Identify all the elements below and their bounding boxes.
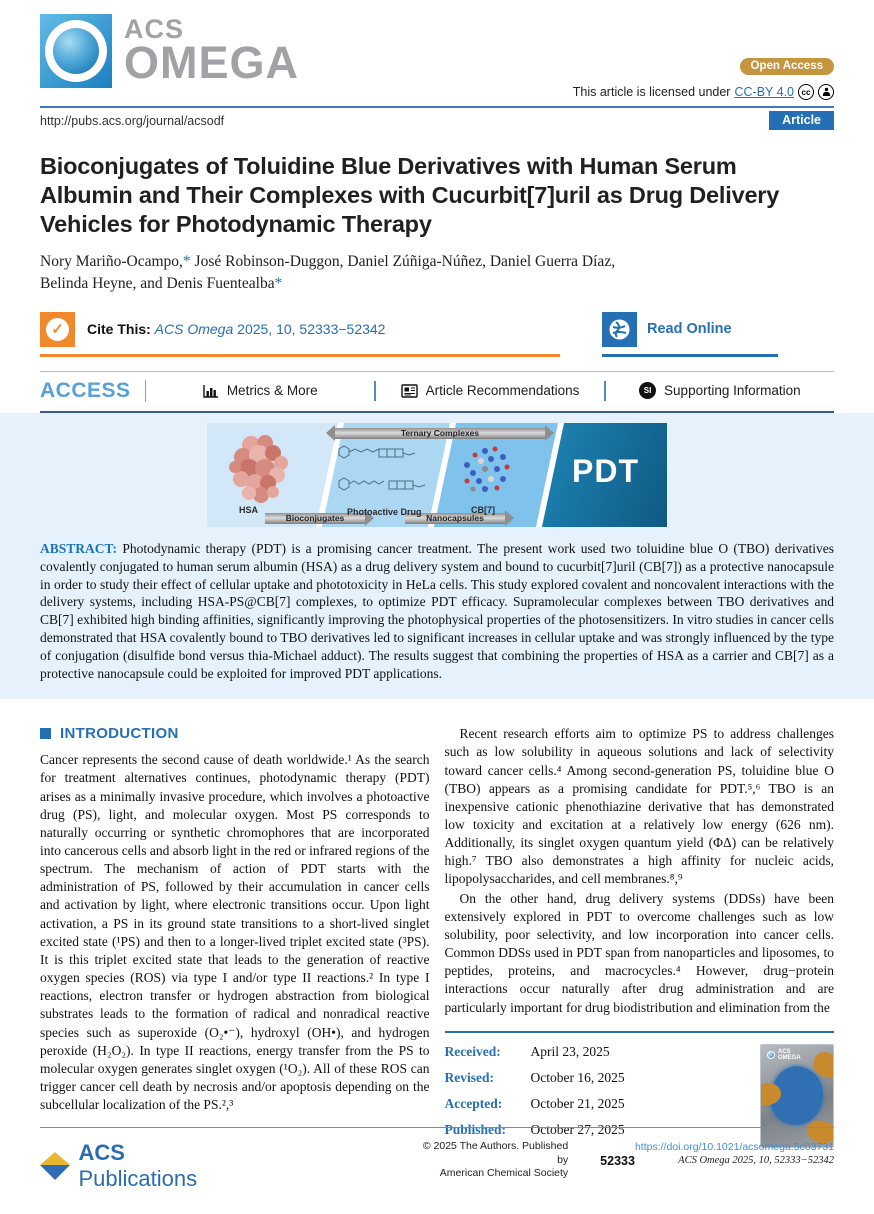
author-group-2: José Robinson-Duggon, Daniel Zúñiga-Núñez, Daniel Guerra Díaz, <box>190 252 616 270</box>
acs-publications-logo <box>40 1140 247 1192</box>
acs-diamond-icon <box>40 1151 69 1181</box>
attribution-person-icon <box>818 84 834 100</box>
cc-icon: cc <box>798 84 814 100</box>
published-label: Published: <box>444 1122 507 1138</box>
intro-left-column <box>40 725 430 1148</box>
acs-omega-logo <box>40 14 299 88</box>
article-type-badge: Article <box>769 111 834 130</box>
cite-this-label: Cite This: <box>87 321 151 338</box>
intro-paragraph-2: Recent research efforts aim to optimize PS to address challenges such as low solubility in aqueous solutions and lack of selectivity toward cancer cells.⁴ Among second-generation PS, toluidine blue O (TBO) appears as a promising candidate for PDT.⁵,⁶ TBO is an inexpensive cationic phenothiazine derivative that has demonstrated low toxicity and excitation at a relatively low energy (626 nm). Additionally, its singlet oxygen quantum yield (ΦΔ) can be relatively high.⁷ TBO also demonstrates a high affinity for nucleic acids, lipopolysaccharides, and cell membranes.⁸,⁹ <box>444 726 834 887</box>
page-footer <box>40 1127 834 1192</box>
si-icon: SI <box>639 382 656 399</box>
globe-icon <box>602 312 637 347</box>
license-prefix: This article is licensed under <box>572 85 731 99</box>
author-list <box>40 251 834 296</box>
publisher-name-rest: Publications <box>78 1166 198 1191</box>
metrics-label: Metrics & More <box>226 383 318 399</box>
article-recommendations-icon <box>401 384 418 398</box>
bioconjugates-arrow: Bioconjugates <box>265 513 365 524</box>
cover-logo-icon <box>767 1051 775 1059</box>
cb7-label: CB[7] <box>471 504 495 515</box>
cb7-molecule-graphic <box>455 441 517 497</box>
accepted-label: Accepted: <box>444 1096 503 1112</box>
abstract-paragraph <box>40 540 834 684</box>
pdt-label: PDT <box>572 452 639 489</box>
revised-label: Revised: <box>444 1069 494 1085</box>
published-date: October 27, 2025 <box>530 1122 625 1138</box>
intro-paragraph-3: On the other hand, drug delivery systems (DDSs) have been extensively explored in PDT to overcome challenges such as low solubility, poor selectivity, and low incorporation into cancer cells. Common DDSs used in PDT span from nanoparticles and liposomes, to peptides, proteins, and macrocycles.⁴ However, drug−protein interactions occur naturally after drug administration and are particularly important for drug biodistribution and elimination from the <box>444 890 834 1015</box>
acs-omega-logo-icon <box>40 14 112 88</box>
section-square-icon <box>40 728 51 739</box>
intro-paragraph-1: Cancer represents the second cause of death worldwide.¹ As the search for treatment alternatives continues, photodynamic therapy (PDT) arises as a minimally invasive procedure, which involves a photoactive drug (PS), light, and molecular oxygen. Most PS corresponds to naturally occurring or synthetic chromophores that are incorporated into cancerous cells and absorb light in the red or infrared regions of the spectrum. The mechanism of action of PDT starts with the administration of PS, followed by their accumulation in cancer cells and activation by light, where electronic transitions occur. Upon light activation, a PS in its ground state transitions to a short-lived singlet excited state (¹PS) and then to a longer-lived triplet excited state (³PS). It is this triplet excited state that leads to the generation of reactive oxygen species (ROS) via type I and/or type II reactions.² In type I reactions, electron transfer or hydrogen abstraction from biological substrates leads to the formation of radical and nonradical reactive species such as superoxide (O₂•⁻), hydroxyl (OH•), and hydrogen peroxide (H₂O₂). In type II reactions, energy transfer from the PS to molecular oxygen generates singlet oxygen (¹O₂). All of these ROS can trigger cancer cell death by necrosis and/or apoptosis depending on the subcellular localization of the PS.²,³ <box>40 752 430 1113</box>
logo-omega-text: OMEGA <box>124 37 300 89</box>
abstract-label: ABSTRACT: <box>40 540 118 556</box>
ternary-complexes-arrow: Ternary Complexes <box>335 428 545 439</box>
cite-this-button[interactable] <box>40 312 560 357</box>
graphical-abstract <box>207 423 667 527</box>
introduction-heading: INTRODUCTION <box>60 725 179 743</box>
abstract-text: Photodynamic therapy (PDT) is a promising cancer treatment. The present work used two toluidine blue O (TBO) derivatives covalently conjugated to human serum albumin (HSA) as a drug delivery system and bound to cucurbit[7]uril (CB[7]) as a protective nanocapsule in order to study their effect of cellular uptake and phototoxicity in HeLa cells. This study explored covalent and noncovalent interactions with the delivery systems, including HSA-PS@CB[7] complexes, to optimize PDT efficacy. Supramolecular complexes between TBO derivatives and CB[7] exhibited high binding affinities, significantly improving the photophysical properties of the photosensitizers. In vitro studies in cancer cells demonstrated that HSA covalently bound to TBO derivatives led to significant increases in cellular uptake and was strongly influenced by the type of conjugation (disulfide bond versus thia-Michael adduct). The results suggest that combining the properties of HSA as a carrier and CB[7] as a protective nanocapsule could be exploited for improved PDT applications. <box>40 540 834 682</box>
abstract-section <box>0 413 874 700</box>
metrics-tab[interactable] <box>146 383 374 398</box>
bar-chart-icon <box>203 384 219 398</box>
cite-journal: ACS Omega <box>154 321 234 338</box>
recommendations-tab[interactable] <box>376 383 604 398</box>
supporting-info-label: Supporting Information <box>664 383 801 399</box>
access-tab[interactable]: ACCESS <box>40 378 131 402</box>
cc-by-link[interactable]: CC-BY 4.0 <box>734 85 794 99</box>
journal-citation: ACS Omega 2025, 10, 52333−52342 <box>678 1155 834 1167</box>
page-header <box>40 14 834 100</box>
received-label: Received: <box>444 1043 501 1059</box>
received-date: April 23, 2025 <box>530 1043 610 1059</box>
doi-link[interactable]: https://doi.org/10.1021/acsomega.5c03731 <box>634 1141 834 1153</box>
accepted-date: October 21, 2025 <box>530 1096 625 1112</box>
revised-date: October 16, 2025 <box>530 1069 625 1085</box>
copyright-notice: © 2025 The Authors. Published by American Chemical Society <box>422 1140 569 1180</box>
article-nav <box>40 371 834 411</box>
article-title: Bioconjugates of Toluidine Blue Derivatives with Human Serum Albumin and Their Complexes with Cucurbit[7]uril as Drug Delivery Vehicles for Photodynamic Therapy <box>40 153 780 237</box>
author-group-3: Belinda Heyne, and Denis Fuentealba <box>40 275 275 293</box>
open-access-badge: Open Access <box>740 58 834 75</box>
hsa-label: HSA <box>239 504 259 515</box>
license-line <box>573 84 834 100</box>
header-rule <box>40 106 834 108</box>
author-group-1: Nory Mariño-Ocampo, <box>40 252 183 270</box>
photoactive-drug-label: Photoactive Drug <box>347 506 422 517</box>
read-online-button[interactable] <box>602 312 778 357</box>
nanocapsules-arrow: Nanocapsules <box>405 513 505 524</box>
supporting-info-tab[interactable] <box>606 382 834 399</box>
journal-url: http://pubs.acs.org/journal/acsodf <box>40 113 225 128</box>
hsa-protein-graphic <box>221 431 299 507</box>
cite-check-icon: ✓ <box>40 312 75 347</box>
corresponding-author-star[interactable]: * <box>182 252 191 270</box>
photoactive-drug-structures <box>335 439 447 501</box>
corresponding-author-star-2[interactable]: * <box>274 275 283 293</box>
recommendations-label: Article Recommendations <box>425 383 580 399</box>
acs-omega-logo-text <box>124 13 300 89</box>
read-online-label: Read Online <box>647 321 732 338</box>
publisher-name-bold: ACS <box>78 1140 125 1165</box>
page-number: 52333 <box>600 1154 635 1168</box>
intro-right-column <box>445 725 835 1148</box>
cover-logo: ACS OMEGA <box>767 1049 801 1061</box>
logo-acs-text: ACS <box>124 13 185 44</box>
cite-ref: 2025, 10, 52333−52342 <box>233 321 386 338</box>
